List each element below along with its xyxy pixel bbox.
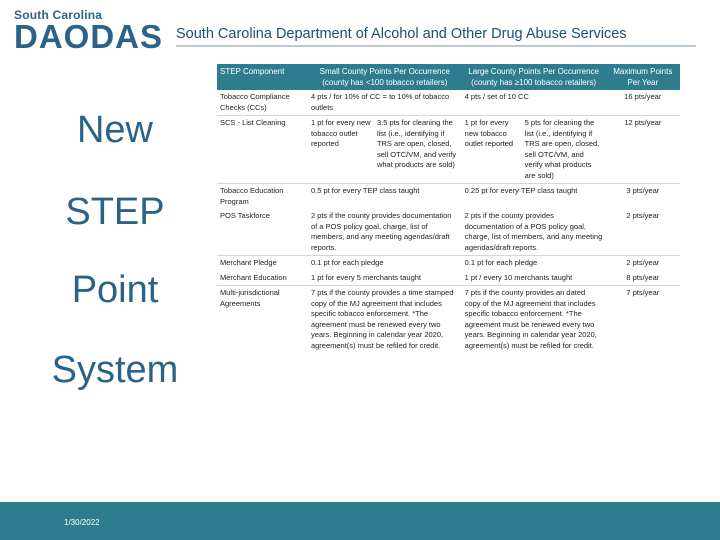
table-row bbox=[217, 116, 680, 184]
row-small-new-outlet: 1 pt for every new tobacco outlet reported bbox=[310, 118, 371, 148]
logo-small-text: South Carolina bbox=[14, 8, 103, 22]
title-line-new: New bbox=[76, 109, 154, 151]
row-small: 4 pts / for 10% of CC = to 10% of tobacco outlets bbox=[310, 92, 450, 112]
agency-name: South Carolina Department of Alcohol and Other Drug Abuse Services bbox=[176, 26, 627, 42]
header-divider bbox=[176, 45, 696, 47]
row-small bbox=[308, 116, 462, 184]
row-large bbox=[462, 116, 606, 184]
row-large: 7 pts if the county provides an dated copy of the MJ agreement that includes specific tobacco enforcement. *The agreement must be renewed every two years. Beginning in calendar year 2020, agreement(s) must be refiled for credit. bbox=[462, 286, 606, 354]
row-small: 0.1 pt for each pledge bbox=[308, 256, 462, 271]
header-max-points: Maximum Points Per Year bbox=[606, 64, 680, 90]
header-small-county: Small County Points Per Occurrence (county has <100 tobacco retailers) bbox=[308, 64, 462, 90]
title-line-step: STEP bbox=[65, 191, 165, 233]
header-large-county: Large County Points Per Occurrence (county has ≥100 tobacco retailers) bbox=[462, 64, 606, 90]
row-max: 8 pts/year bbox=[626, 272, 660, 282]
title-line-system: System bbox=[51, 349, 179, 391]
table-row bbox=[217, 286, 680, 354]
row-small: 7 pts if the county provides a time stamped copy of the MJ agreement that includes specific tobacco enforcement. *The agreement must be renewed every two years. Beginning in calendar year 2020, agreement(s) must be refiled for credit. bbox=[308, 286, 462, 354]
row-component: Multi-jurisdictional Agreements bbox=[217, 286, 308, 354]
row-max: 7 pts/year bbox=[606, 286, 680, 354]
step-points-table bbox=[217, 64, 680, 353]
logo bbox=[14, 8, 164, 55]
row-small: 2 pts if the county provides documentation of a POS policy goal, charge, list of members, and any meeting agendas/draft reports. bbox=[310, 211, 452, 252]
table-row bbox=[217, 184, 680, 210]
table-row bbox=[217, 209, 680, 256]
table-row bbox=[217, 271, 680, 286]
footer-bar bbox=[0, 502, 720, 540]
row-component: Tobacco Compliance Checks (CCs) bbox=[220, 92, 290, 112]
row-large: 0.25 pt for every TEP class taught bbox=[462, 184, 606, 210]
row-large: 1 pt / every 10 merchants taught bbox=[464, 272, 573, 282]
row-max: 2 pts/year bbox=[606, 256, 680, 271]
row-small: 1 pt for every 5 merchants taught bbox=[310, 272, 421, 282]
row-large-list-cleaning: 5 pts for cleaning the list (i.e., identifying if TRS are open, closed, sell OTC/VM, and verify what products are sold) bbox=[524, 118, 600, 180]
row-large: 0.1 pt for each pledge bbox=[462, 256, 606, 271]
row-max: 16 pts/year bbox=[624, 92, 662, 101]
footer-date: 1/30/2022 bbox=[64, 518, 100, 527]
header-component: STEP Component bbox=[217, 64, 308, 90]
row-large-new-outlet: 1 pt for every new tobacco outlet reported bbox=[464, 118, 514, 148]
table-header-row bbox=[217, 64, 680, 90]
row-small: 0.5 pt for every TEP class taught bbox=[308, 184, 462, 210]
row-component: Merchant Education bbox=[220, 272, 287, 282]
row-component: Tobacco Education Program bbox=[217, 184, 308, 210]
row-component: Merchant Pledge bbox=[217, 256, 308, 271]
title-line-point: Point bbox=[71, 269, 159, 311]
row-max: 2 pts/year bbox=[626, 211, 660, 220]
row-large: 2 pts if the county provides documentation of a POS policy goal, charge, list of members, and any meeting agendas/draft reports. bbox=[464, 211, 603, 252]
row-small-list-cleaning: 3.5 pts for cleaning the list (i.e., identifying if TRS are open, closed, sell OTC/VM, and verify what products are sold) bbox=[376, 118, 457, 169]
row-component: POS Taskforce bbox=[220, 211, 270, 220]
table-row bbox=[217, 90, 680, 116]
logo-big-text: DAODAS bbox=[14, 18, 164, 55]
row-large: 4 pts / set of 10 CC bbox=[464, 92, 529, 101]
row-max: 12 pts/year bbox=[606, 116, 680, 184]
row-component: SCS - List Cleaning bbox=[217, 116, 308, 184]
row-max: 3 pts/year bbox=[606, 184, 680, 210]
table-row bbox=[217, 256, 680, 271]
